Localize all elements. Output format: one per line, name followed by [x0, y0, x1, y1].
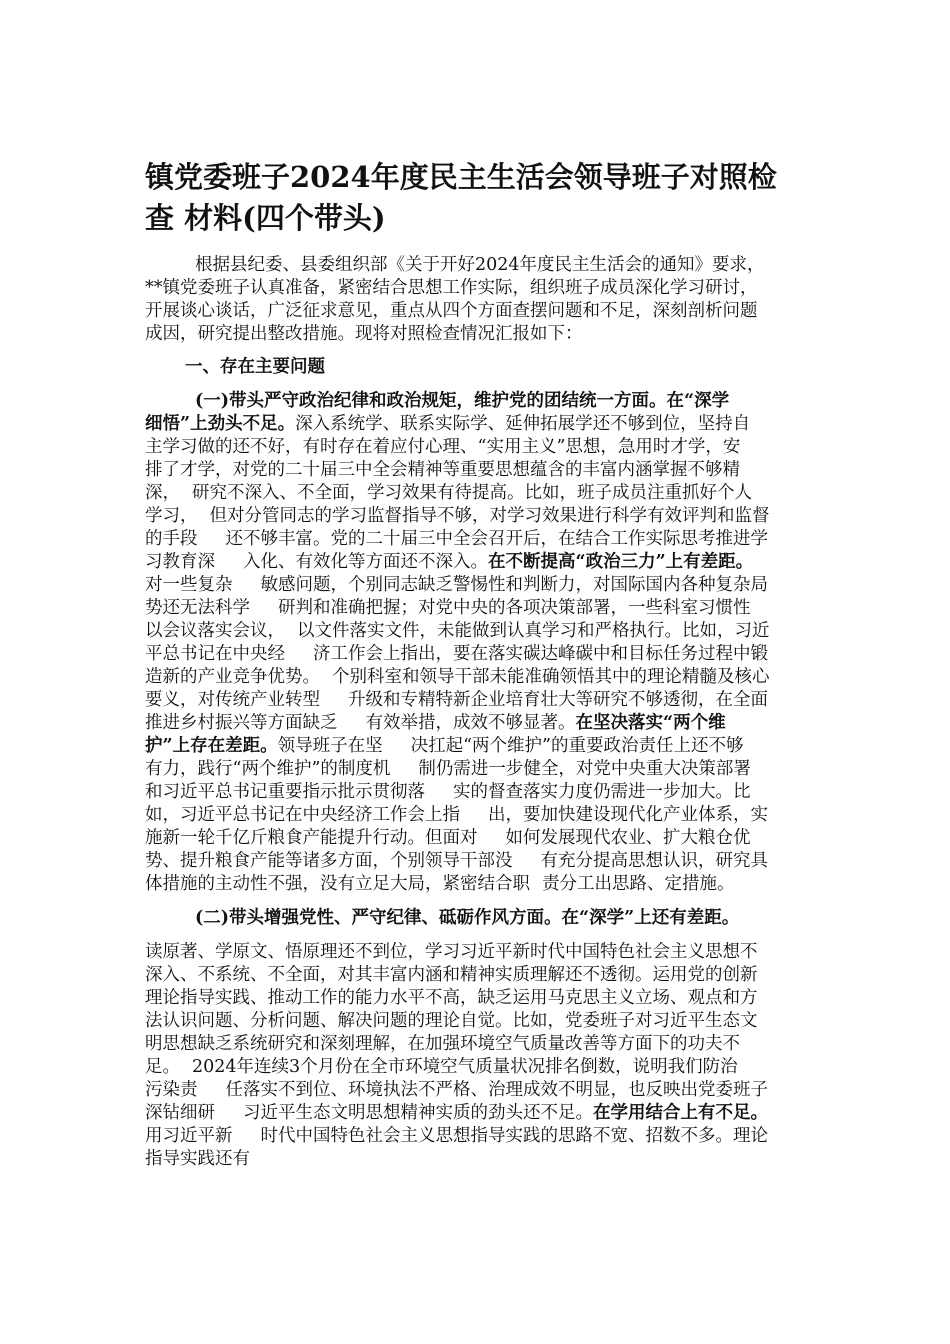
s1-line-12	[145, 643, 815, 666]
s2-heading: (二)带头增强党性、严守纪律、砥砺作风方面。在“深学”上还有差距。	[195, 908, 740, 928]
s1-line-13	[145, 666, 815, 689]
s1-line-14-b: 升级和专精特新企业培育壮大等研究不够透彻，在全面	[348, 690, 768, 710]
s2-line-7-a: 污染责	[145, 1080, 198, 1100]
s1-line-16-b: 决扛起“两个维护”的重要政治责任上还不够	[410, 736, 744, 756]
s2-line-4: 法认识问题、分析问题、解决问题的理论自觉。比如，党委班子对习近平生态文	[145, 1011, 758, 1031]
s1-line-8-a: 习教育深	[145, 552, 215, 572]
s1-line-22-a: 体措施的主动性不强，没有立足大局，紧密结合职	[145, 874, 530, 894]
s2-line-1: 读原著、学原文、悟原理还不到位，学习习近平新时代中国特色社会主义思想不	[145, 942, 758, 962]
s1-line-10	[145, 597, 815, 620]
s1-line-11	[145, 620, 815, 643]
s1-line-10-a: 势还无法科学	[145, 598, 250, 618]
s2-line-8-a: 深钻细研	[145, 1103, 215, 1123]
s1-line-19-a: 如，习近平总书记在中央经济工作会上指	[145, 805, 460, 825]
s1-line-21-a: 势、提升粮食产能等诸多方面，个别领导干部没	[145, 851, 513, 871]
s1-line-5	[145, 482, 815, 505]
s1-line-14	[145, 689, 815, 712]
s1-line-16	[145, 735, 815, 758]
s2-line-3: 理论指导实践、推动工作的能力水平不高，缺乏运用马克思主义立场、观点和方	[145, 988, 758, 1008]
s2-line-9-b: 时代中国特色社会主义思想指导实践的思路不宽、招数不多。理论	[260, 1126, 768, 1146]
section-heading-1: 一、存在主要问题	[185, 357, 325, 377]
s1-line-20-a: 施新一轮千亿斤粮食产能提升行动。但面对	[145, 828, 478, 848]
intro-line-1: 根据县纪委、县委组织部《关于开好2024年度民主生活会的通知》要求，	[195, 255, 765, 275]
s1-line-14-a: 要义，对传统产业转型	[145, 690, 320, 710]
s1-line-4: 排了才学，对党的二十届三中全会精神等重要思想蕴含的丰富内涵掌握不够精	[145, 460, 740, 480]
s2-line-2: 深入、不系统、不全面，对其丰富内涵和精神实质理解还不透彻。运用党的创新	[145, 965, 758, 985]
s1-line-2-text: 深入系统学、联系实际学、延伸拓展学还不够到位，坚持自	[295, 414, 751, 434]
s1-line-22	[145, 873, 815, 896]
s1-line-18	[145, 781, 815, 804]
s1-line-16-a: 领导班子在坚	[277, 736, 383, 756]
s1-line-1: (一)带头严守政治纪律和政治规矩，维护党的团结统一方面。在“深学	[195, 391, 730, 411]
s1-line-8-b: 入化、有效化等方面还不深入。	[243, 552, 488, 572]
s1-line-8-bold: 在不断提高“政治三力”上有差距。	[488, 552, 754, 572]
s2-line-8-b: 习近平生态文明思想精神实质的劲头还不足。	[243, 1103, 593, 1123]
s2-line-6-a: 足。	[145, 1057, 180, 1077]
s1-line-9-a: 对一些复杂	[145, 575, 233, 595]
s1-line-15-a: 推进乡村振兴等方面缺乏	[145, 713, 338, 733]
s1-line-5-a: 深，	[145, 483, 180, 503]
s1-line-17-a: 有力，践行“两个维护”的制度机	[145, 759, 391, 779]
s1-line-7-b: 还不够丰富。党的二十届三中全会召开后，在结合工作实际思考推进学	[225, 529, 768, 549]
s1-line-11-b: 以文件落实文件，未能做到认真学习和严格执行。比如，习近	[297, 621, 770, 641]
s1-line-13-b: 个别科室和领导干部未能准确领悟其中的理论精髓及核心	[332, 667, 770, 687]
s1-line-5-b: 研究不深入、不全面，学习效果有待提高。比如，班子成员注重抓好个人	[192, 483, 752, 503]
document-title-line-2: 查 材料(四个带头)	[145, 201, 386, 235]
s2-line-8	[145, 1102, 815, 1125]
s2-line-6-b: 2024年连续3个月份在全市环境空气质量状况排名倒数，说明我们防治	[192, 1057, 738, 1077]
s1-line-21-b: 有充分提高思想认识，研究具	[540, 851, 768, 871]
s1-line-20-b: 如何发展现代农业、扩大粮仓优	[505, 828, 751, 848]
s1-line-12-b: 济工作会上指出，要在落实碳达峰碳中和目标任务过程中锻	[313, 644, 768, 664]
s1-line-17	[145, 758, 815, 781]
s1-line-19	[145, 804, 815, 827]
s1-line-6-b: 但对分管同志的学习监督指导不够，对学习效果进行科学有效评判和监督	[209, 506, 770, 526]
s1-line-15	[145, 712, 815, 735]
s1-line-15-b: 有效举措，成效不够显著。	[365, 713, 576, 733]
s1-line-12-a: 平总书记在中央经	[145, 644, 285, 664]
intro-line-3: 开展谈心谈话，广泛征求意见，重点从四个方面查摆问题和不足，深刻剖析问题	[145, 301, 758, 321]
s1-line-3: 主学习做的还不好，有时存在着应付心理、“实用主义”思想，急用时才学，安	[145, 437, 741, 457]
s1-line-2-bold: 细悟”上劲头不足。	[145, 414, 296, 434]
s1-line-18-a: 和习近平总书记重要指示批示贯彻落	[145, 782, 425, 802]
s2-line-8-bold: 在学用结合上有不足。	[593, 1103, 768, 1123]
s1-line-21	[145, 850, 815, 873]
s1-line-9	[145, 574, 815, 597]
s2-line-7	[145, 1079, 815, 1102]
s1-line-20	[145, 827, 815, 850]
s2-line-9-a: 用习近平新	[145, 1126, 233, 1146]
s1-line-19-b: 出，要加快建设现代化产业体系，实	[488, 805, 768, 825]
s2-line-7-b: 任落实不到位、环境执法不严格、治理成效不明显，也反映出党委班子	[225, 1080, 768, 1100]
s1-line-6-a: 学习，	[145, 506, 198, 526]
s1-line-10-b: 研判和准确把握；对党中央的各项决策部署，一些科室习惯性	[278, 598, 751, 618]
s1-line-13-a: 造新的产业竞争优势。	[145, 667, 320, 687]
s1-line-18-b: 实的督查落实力度仍需进一步加大。比	[453, 782, 751, 802]
s1-line-11-a: 以会议落实会议，	[145, 621, 285, 641]
s1-line-17-b: 制仍需进一步健全，对党中央重大决策部署	[418, 759, 751, 779]
s1-line-6	[145, 505, 815, 528]
intro-line-4: 成因，研究提出整改措施。现将对照检查情况汇报如下：	[145, 324, 583, 344]
s2-line-6	[145, 1056, 815, 1079]
s1-line-9-b: 敏感问题，个别同志缺乏警惕性和判断力，对国际国内各种复杂局	[260, 575, 768, 595]
document-title-line-1: 镇党委班子2024年度民主生活会领导班子对照检	[145, 160, 777, 194]
s1-line-22-b: 责分工出思路、定措施。	[542, 874, 735, 894]
s1-line-7	[145, 528, 815, 551]
s1-line-8	[145, 551, 815, 574]
s1-line-7-a: 的手段	[145, 529, 198, 549]
s2-line-10: 指导实践还有	[145, 1149, 250, 1169]
s1-line-16-bold: 护”上存在差距。	[145, 736, 278, 756]
intro-line-2: **镇党委班子认真准备，紧密结合思想工作实际，组织班子成员深化学习研讨，	[145, 278, 758, 298]
s2-line-9	[145, 1125, 815, 1148]
s1-line-2	[145, 413, 815, 436]
s2-line-5: 明思想缺乏系统研究和深刻理解，在加强环境空气质量改善等方面下的功夫不	[145, 1034, 740, 1054]
s1-line-15-bold: 在坚决落实“两个维	[575, 713, 726, 733]
